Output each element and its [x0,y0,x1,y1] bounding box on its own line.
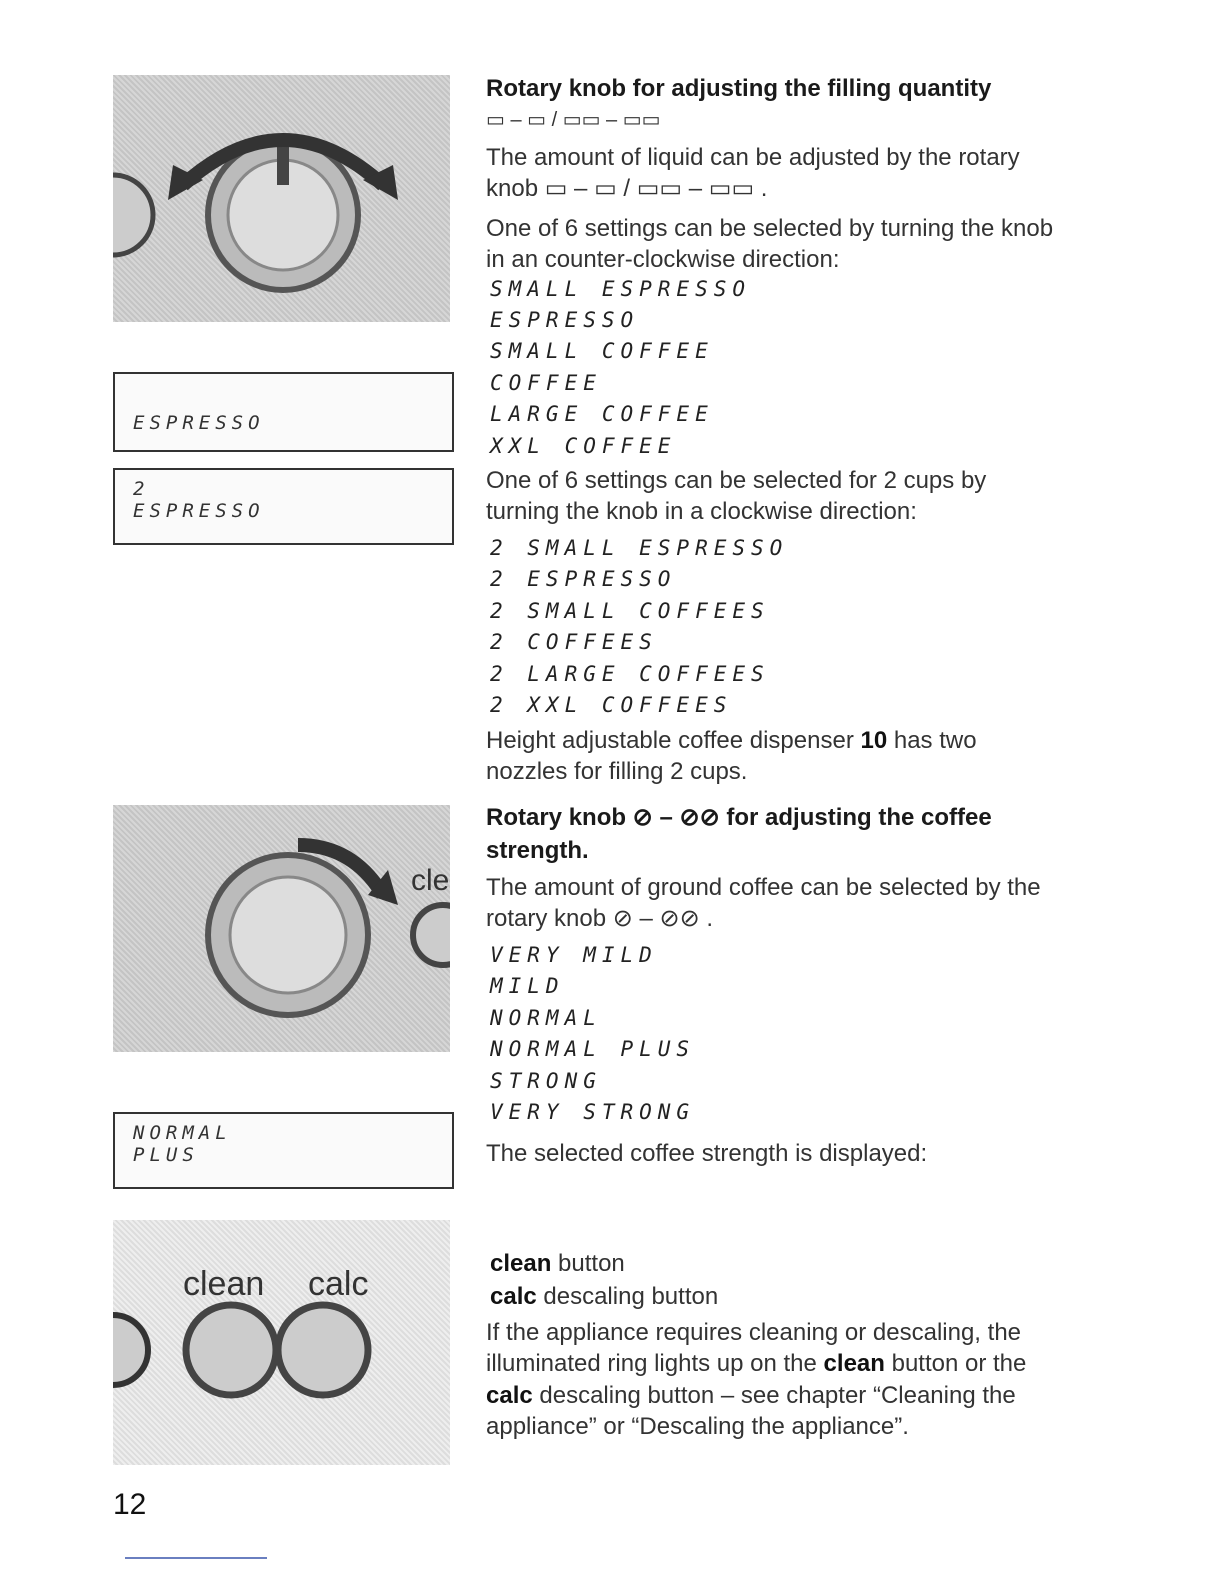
paragraph: The amount of ground coffee can be selected by the [486,874,1041,901]
page-number: 12 [113,1488,147,1521]
setting-item: 2 SMALL ESPRESSO [490,536,789,560]
setting-item: SMALL ESPRESSO [490,277,752,301]
text: button or the [884,1350,1027,1377]
setting-item: 2 LARGE COFFEES [490,662,770,686]
paragraph [486,1348,1026,1379]
paragraph: in an counter-clockwise direction: [486,246,840,273]
text: descaling button [536,1283,719,1310]
setting-item: 2 XXL COFFEES [490,693,733,717]
clean-label: clean [183,1265,265,1303]
setting-item: ESPRESSO [490,308,640,332]
display-espresso [113,372,454,452]
paragraph [486,1380,1016,1411]
paragraph: The amount of liquid can be adjusted by the rotary [486,144,1020,171]
strength-knob-illustration [113,805,450,1052]
setting-item: VERY STRONG [490,1100,696,1124]
text: descaling button – see chapter “Cleaning the [532,1382,1016,1409]
text: button [551,1250,625,1277]
setting-item: 2 COFFEES [490,630,658,654]
clean-line [490,1248,625,1279]
paragraph: turning the knob in a clockwise direction: [486,498,917,525]
heading-coffee-strength: Rotary knob ⊘ – ⊘⊘ for adjusting the coffee [486,804,992,831]
setting-item: XXL COFFEE [490,434,677,458]
paragraph: One of 6 settings can be selected by turning the knob [486,215,1054,242]
display-normal-plus [113,1112,454,1189]
footer-rule [125,1557,267,1559]
paragraph: One of 6 settings can be selected for 2 cups by [486,467,987,494]
paragraph: nozzles for filling 2 cups. [486,758,748,785]
paragraph [486,725,977,756]
display-2-espresso [113,468,454,545]
calc-line [490,1281,718,1312]
heading-coffee-strength: strength. [486,837,589,864]
part-number: 10 [860,727,888,754]
clean-label: clean [823,1350,885,1377]
display-line: ESPRESSO [133,500,265,522]
paragraph: The selected coffee strength is displayed: [486,1140,928,1167]
display-line: ESPRESSO [133,412,265,434]
cle-label: cle [411,864,450,897]
setting-item: STRONG [490,1069,602,1093]
setting-item: NORMAL [490,1006,602,1030]
setting-item: 2 SMALL COFFEES [490,599,770,623]
paragraph: appliance” or “Descaling the appliance”. [486,1413,909,1440]
paragraph: If the appliance requires cleaning or descaling, the [486,1319,1022,1346]
setting-item: MILD [490,974,565,998]
cup-icons-line: ▭ – ▭ / ▭▭ – ▭▭ [486,109,661,131]
filling-knob-image [113,75,450,322]
calc-label: calc [308,1265,369,1303]
setting-item: COFFEE [490,371,602,395]
setting-item: NORMAL PLUS [490,1037,696,1061]
paragraph: rotary knob ⊘ – ⊘⊘ . [486,905,714,932]
setting-item: SMALL COFFEE [490,339,714,363]
paragraph: knob ▭ – ▭ / ▭▭ – ▭▭ . [486,175,768,202]
setting-item: VERY MILD [490,943,658,967]
heading-filling-quantity: Rotary knob for adjusting the filling quantity [486,75,992,102]
calc-label: calc [486,1382,533,1409]
clean-calc-buttons-illustration [113,1220,450,1465]
display-line: PLUS [133,1144,199,1166]
setting-item: 2 ESPRESSO [490,567,677,591]
display-line: 2 [133,478,150,500]
clean-calc-image [113,1220,450,1465]
text: illuminated ring lights up on the [486,1350,824,1377]
clean-label: clean [490,1250,552,1277]
calc-label: calc [490,1283,537,1310]
text: Height adjustable coffee dispenser [486,727,861,754]
display-line: NORMAL [133,1122,232,1144]
strength-knob-image [113,805,450,1052]
rotary-knob-illustration [113,75,450,322]
setting-item: LARGE COFFEE [490,402,714,426]
text: has two [887,727,977,754]
